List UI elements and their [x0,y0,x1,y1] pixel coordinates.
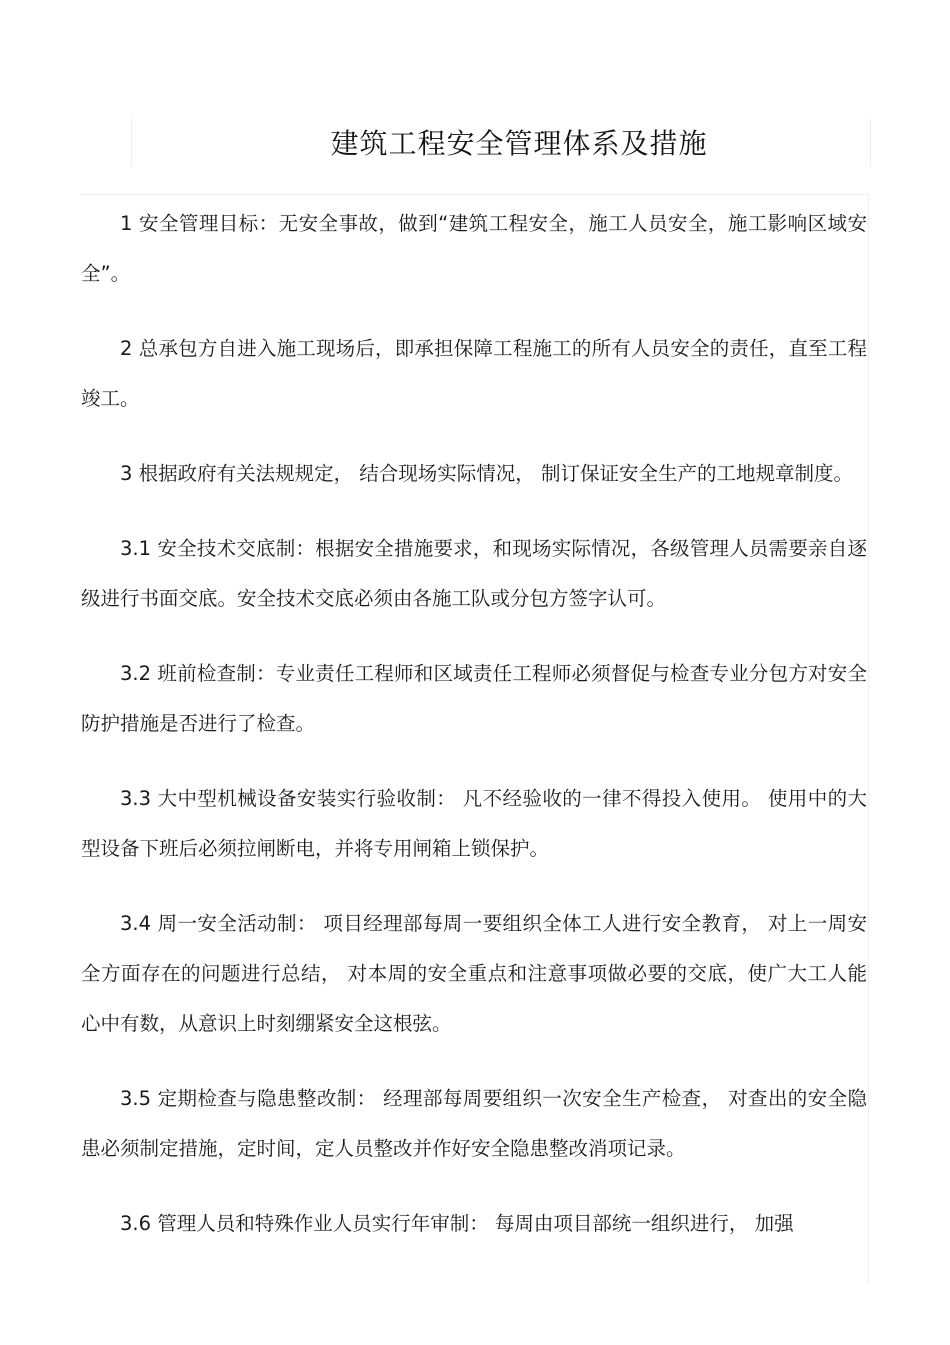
content-top-border [81,194,869,195]
document-title: 建筑工程安全管理体系及措施 [330,127,708,160]
paragraph-3-3: 3.3 大中型机械设备安装实行验收制： 凡不经验收的一律不得投入使用。 使用中的大型设备下班后必须拉闸断电，并将专用闸箱上锁保护。 [81,787,867,860]
paragraph-3-1: 3.1 安全技术交底制：根据安全措施要求，和现场实际情况，各级管理人员需要亲自逐级进行书面交底。安全技术交底必须由各施工队或分包方签字认可。 [81,537,867,610]
paragraph-2: 2 总承包方自进入施工现场后，即承担保障工程施工的所有人员安全的责任，直至工程竣工。 [81,337,867,410]
paragraph-3-6: 3.6 管理人员和特殊作业人员实行年审制： 每周由项目部统一组织进行， 加强 [120,1212,794,1235]
document-body [81,199,867,1274]
paragraph-1: 1 安全管理目标：无安全事故，做到“建筑工程安全，施工人员安全，施工影响区域安全”。 [81,212,867,285]
paragraph-3-2: 3.2 班前检查制：专业责任工程师和区域责任工程师必须督促与检查专业分包方对安全防护措施是否进行了检查。 [81,662,867,735]
paragraph-3: 3 根据政府有关法规规定， 结合现场实际情况， 制订保证安全生产的工地规章制度。 [120,462,854,485]
title-box [131,118,871,166]
content-right-border [868,194,869,1284]
paragraph-3-4: 3.4 周一安全活动制： 项目经理部每周一要组织全体工人进行安全教育， 对上一周安全方面存在的问题进行总结， 对本周的安全重点和注意事项做必要的交底，使广大工人能心中有数，从意识上时刻绷紧安全这根弦。 [81,912,867,1035]
paragraph-3-5: 3.5 定期检查与隐患整改制： 经理部每周要组织一次安全生产检查， 对查出的安全隐患必须制定措施，定时间，定人员整改并作好安全隐患整改消项记录。 [81,1087,867,1160]
